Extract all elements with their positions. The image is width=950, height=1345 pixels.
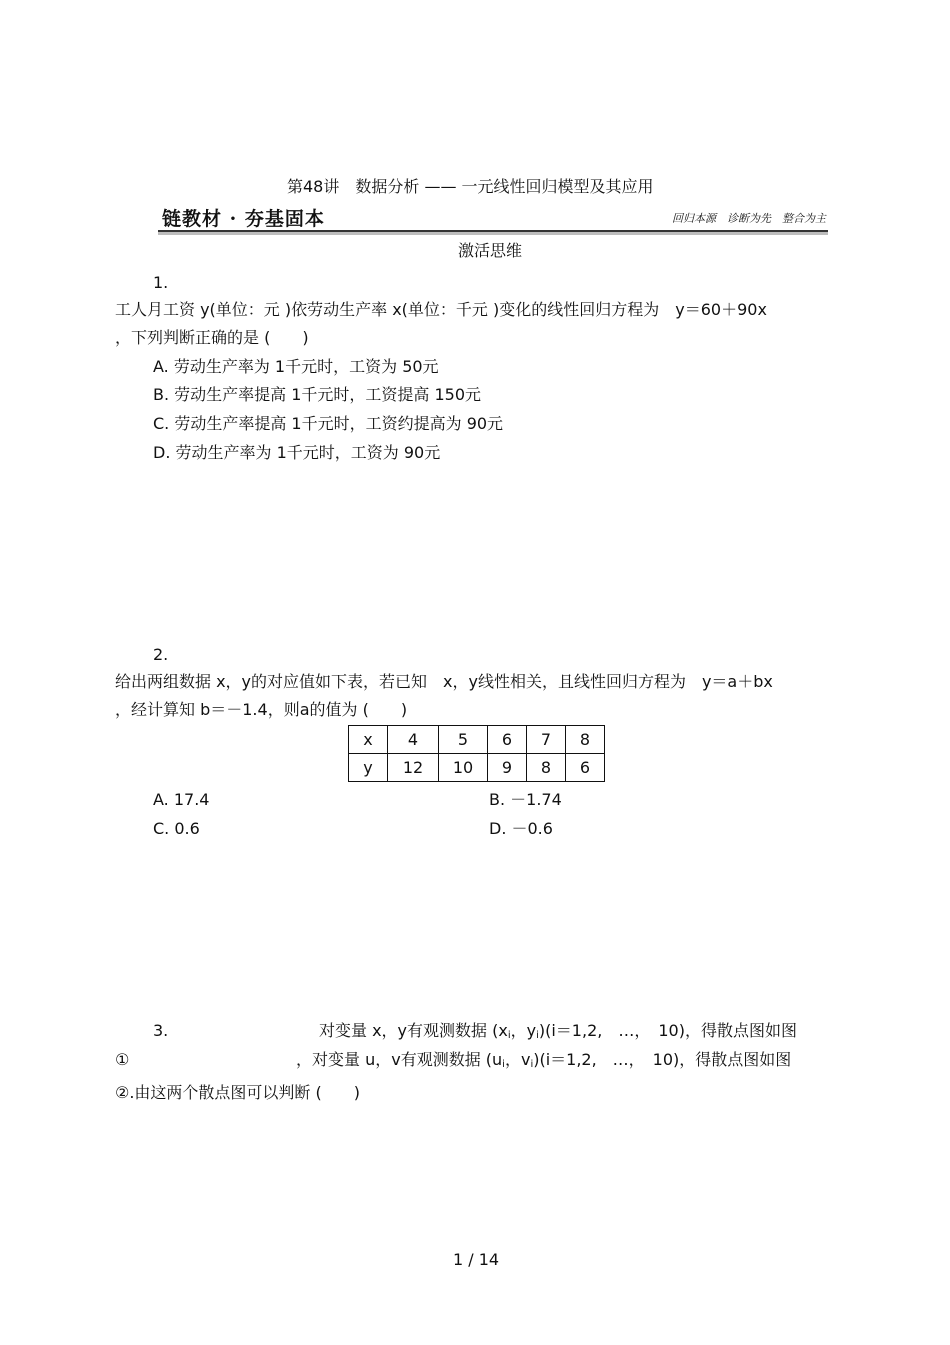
table-cell: 6 bbox=[488, 726, 527, 754]
q3-text: )(i＝1,2, …， 10)，得散点图如图 bbox=[533, 1050, 792, 1069]
table-cell: 8 bbox=[527, 754, 566, 782]
q1-number: 1. bbox=[153, 273, 169, 292]
q1-option-b: B. 劳动生产率提高 1千元时，工资提高 150元 bbox=[153, 385, 482, 404]
banner-right-text: 回归本源 诊断为先 整合为主 bbox=[672, 212, 826, 225]
subscript: i bbox=[530, 1059, 534, 1070]
q2-option-c: C. 0.6 bbox=[153, 819, 200, 838]
q1-stem-line2: ，下列判断正确的是 ( ) bbox=[115, 328, 309, 347]
q3-stem-line1 bbox=[319, 1021, 797, 1042]
q3-stem-line2 bbox=[296, 1050, 791, 1071]
q3-text: ，y bbox=[510, 1021, 537, 1040]
table-row bbox=[349, 726, 605, 754]
q3-text: )(i＝1,2, …， 10)，得散点图如图 bbox=[538, 1021, 797, 1040]
banner-underline bbox=[158, 232, 828, 235]
table-cell: 5 bbox=[439, 726, 488, 754]
page-number: 1 / 14 bbox=[453, 1250, 500, 1269]
table-cell: y bbox=[349, 754, 388, 782]
data-table bbox=[348, 725, 605, 782]
table-cell: x bbox=[349, 726, 388, 754]
q1-stem-line1: 工人月工资 y(单位：元 )依劳动生产率 x(单位：千元 )变化的线性回归方程为 y＝60＋90x bbox=[115, 300, 767, 319]
q2-option-b: B. －1.74 bbox=[489, 790, 562, 809]
q2-number: 2. bbox=[153, 645, 169, 664]
subscript: i bbox=[507, 1030, 511, 1041]
q3-text: 对变量 x，y有观测数据 (x bbox=[319, 1021, 508, 1040]
q2-stem-line1: 给出两组数据 x，y的对应值如下表，若已知 x，y线性相关，且线性回归方程为 y＝a＋bx bbox=[115, 672, 773, 691]
subscript: i bbox=[536, 1030, 539, 1041]
table-cell: 9 bbox=[488, 754, 527, 782]
page-title: 第48讲 数据分析 —— 一元线性回归模型及其应用 bbox=[287, 177, 654, 196]
table-cell: 12 bbox=[388, 754, 439, 782]
table-cell: 8 bbox=[566, 726, 605, 754]
q3-stem-line3: ②.由这两个散点图可以判断 ( ) bbox=[115, 1083, 361, 1102]
q1-option-d: D. 劳动生产率为 1千元时，工资为 90元 bbox=[153, 443, 441, 462]
table-cell: 10 bbox=[439, 754, 488, 782]
section-banner bbox=[158, 204, 828, 232]
q2-stem-line2: ，经计算知 b＝－1.4，则a的值为 ( ) bbox=[115, 700, 408, 719]
q3-text: ，对变量 u，v有观测数据 (u bbox=[296, 1050, 503, 1069]
q3-number: 3. bbox=[153, 1021, 169, 1040]
q3-figure-ref-1: ① bbox=[115, 1050, 130, 1069]
table-cell: 4 bbox=[388, 726, 439, 754]
q3-text: ，v bbox=[504, 1050, 531, 1069]
subscript: i bbox=[502, 1059, 505, 1070]
banner-left-text: 链教材 · 夯基固本 bbox=[162, 208, 325, 230]
table-cell: 7 bbox=[527, 726, 566, 754]
section-title: 激活思维 bbox=[458, 241, 523, 260]
q1-option-a: A. 劳动生产率为 1千元时，工资为 50元 bbox=[153, 357, 439, 376]
table-row bbox=[349, 754, 605, 782]
q1-option-c: C. 劳动生产率提高 1千元时，工资约提高为 90元 bbox=[153, 414, 504, 433]
q2-option-a: A. 17.4 bbox=[153, 790, 210, 809]
q2-option-d: D. －0.6 bbox=[489, 819, 553, 838]
table-cell: 6 bbox=[566, 754, 605, 782]
